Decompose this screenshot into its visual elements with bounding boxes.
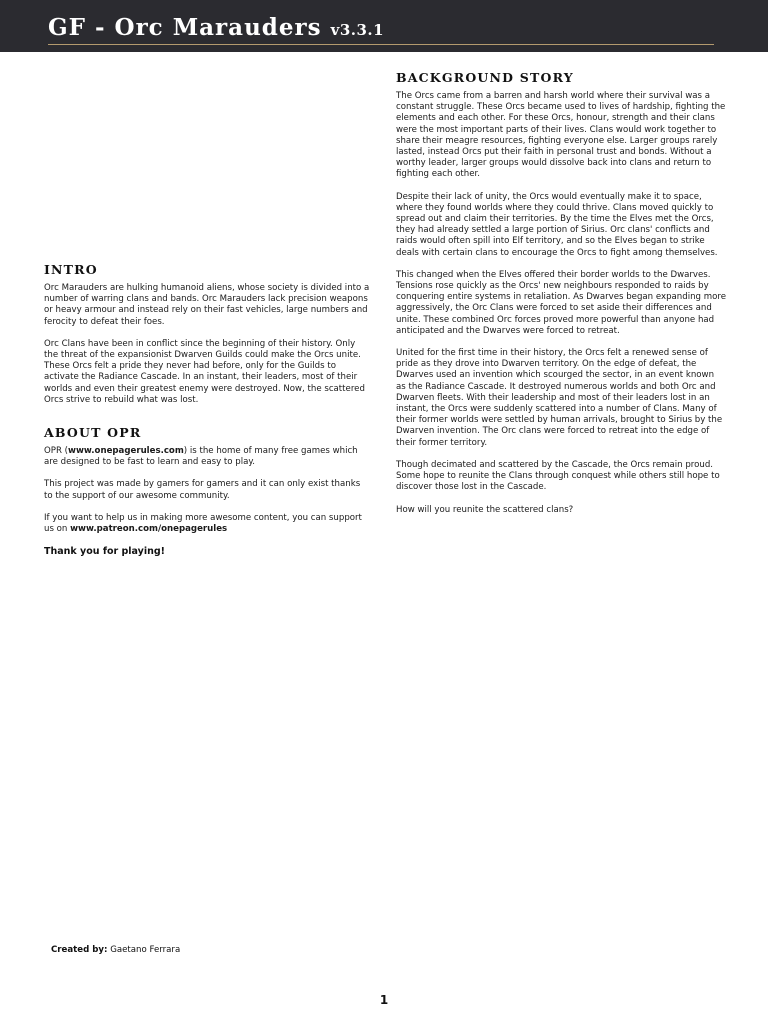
intro-heading: INTRO [44,262,98,277]
intro-paragraph-1: Orc Marauders are hulking humanoid aliens, whose society is divided into a number of warring clans and bands. Orc Marauders lack precision weapons or heavy armour and instead rely on their fast vehicles, large numbers and ferocity to defeat their foes. [44,283,370,327]
thanks-text: Thank you for playing! [44,546,166,558]
onepagerules-link[interactable]: www.onepagerules.com [68,446,184,456]
background-paragraph-4: United for the first time in their history, the Orcs felt a renewed sense of pride as they drove into Dwarven territory. On the edge of defeat, the Dwarves used an invention which scourged the sector, in an event known as the Radiance Cascade. It destroyed numerous worlds and both Orc and Dwarven fleets. With their leadership and most of their leaders lost in an instant, the Orcs were suddenly scattered into a number of Clans. Many of their former worlds were settled by human arrivals, brought to Sirius by the Dwarven invention. The Orc clans were forced to retreat into the edge of their former territory. [396,348,723,448]
background-section [396,70,726,527]
about-heading: ABOUT OPR [44,425,142,440]
about-section [44,425,370,557]
patreon-link[interactable]: www.patreon.com/onepagerules [70,524,228,535]
creator-credit [51,945,180,955]
created-by-label: Created by: [51,945,108,955]
page-number: 1 [379,993,389,1007]
about-p1-after: ) is the home of many free games which are designed to be fast to learn and easy to play. [44,446,358,468]
background-paragraph-2: Despite their lack of unity, the Orcs would eventually make it to space, where they found worlds where they could thrive. Clans moved quickly to spread out and claim their territories. By the time the Elves met the Orcs, they had already settled a large portion of Sirius. Orc clans' conflicts and raids would often spill into Elf territory, and so the Elves began to strike deals with certain clans to encourage the Orcs to fight among themselves. [396,191,718,258]
about-p1-before: OPR ( [44,446,69,456]
created-by-name: Gaetano Ferrara [110,945,181,955]
document-title [48,14,384,41]
about-paragraph-3 [44,513,370,535]
header-bar [0,0,768,52]
background-heading: BACKGROUND STORY [396,70,574,85]
about-paragraph-2: This project was made by gamers for gamers and it can only exist thanks to the support of our awesome community. [44,479,361,501]
version-label: v3.3.1 [330,21,385,39]
background-paragraph-6: How will you reunite the scattered clans? [396,504,574,515]
document-title-text: GF - Orc Marauders [48,14,322,41]
about-paragraph-1 [44,446,370,468]
intro-section [44,262,370,417]
about-p3-before: If you want to help us in making more awesome content, you can support us on [44,512,362,535]
background-paragraph-5: Though decimated and scattered by the Cascade, the Orcs remain proud. Some hope to reunite the Clans through conquest while others still hope to discover those lost in the Cascade. [396,459,720,493]
background-paragraph-3: This changed when the Elves offered their border worlds to the Dwarves. Tensions rose quickly as the Orcs' new neighbours responded to raids by conquering entire systems in retaliation. As Dwarves began expanding more aggressively, the Orc Clans were forced to set aside their differences and unite. These combined Orc forces proved more powerful than anyone had anticipated and the Dwarves were forced to retreat. [396,269,726,336]
header-divider [48,44,714,45]
background-paragraph-1: The Orcs came from a barren and harsh world where their survival was a constant struggle. These Orcs became used to lives of hardship, fighting the elements and each other. For these Orcs, honour, strength and their clans were the most important parts of their lives. Clans would work together to share their meagre resources, fighting everyone else. Larger groups rarely lasted, instead Orcs put their faith in personal trust and bonds. Without a worthy leader, larger groups would dissolve back into clans and return to fighting each other. [396,91,726,180]
intro-paragraph-2: Orc Clans have been in conflict since the beginning of their history. Only the threat of the expansionist Dwarven Guilds could make the Orcs unite. These Orcs felt a pride they never had before, only for the Guilds to activate the Radiance Cascade. In an instant, their leaders, most of their worlds and even their greatest enemy were destroyed. Now, the scattered Orcs strive to rebuild what was lost. [44,338,365,405]
